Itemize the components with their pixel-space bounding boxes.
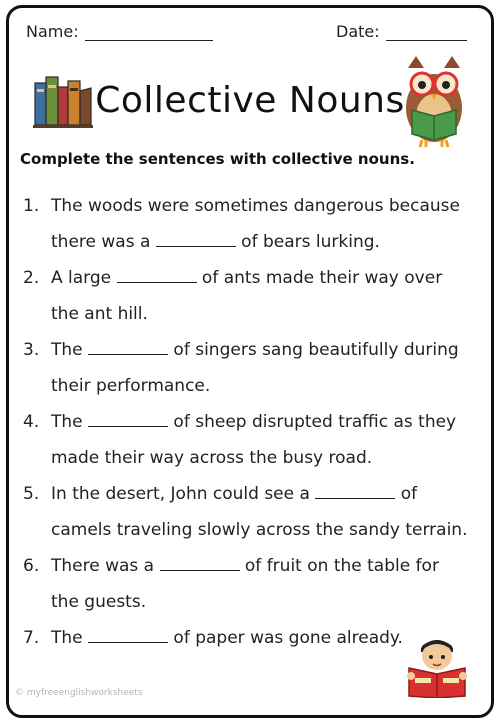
name-label: Name: — [26, 22, 79, 41]
answer-blank[interactable] — [315, 484, 395, 499]
item-number: 6. — [23, 556, 40, 576]
list-item — [23, 262, 483, 334]
sentence-text: The woods were sometimes dangerous because — [51, 196, 460, 216]
sentence-text: the guests. — [51, 592, 147, 612]
sentence-text: their performance. — [51, 376, 211, 396]
answer-blank[interactable] — [160, 556, 240, 571]
sentence-text: the ant hill. — [51, 304, 148, 324]
item-number: 4. — [23, 412, 40, 432]
boy-reading-icon — [403, 630, 471, 698]
list-item — [23, 478, 483, 550]
name-blank-line[interactable] — [85, 26, 213, 41]
answer-blank[interactable] — [88, 340, 168, 355]
list-item — [23, 406, 483, 478]
sentence-text: made their way across the busy road. — [51, 448, 373, 468]
item-number: 3. — [23, 340, 40, 360]
copyright-footer: © myfreeenglishworksheets — [15, 688, 143, 698]
date-field — [336, 22, 467, 41]
sentence-text: The of singers sang beautifully during — [51, 340, 459, 360]
instructions: Complete the sentences with collective nouns. — [20, 150, 415, 168]
answer-blank[interactable] — [88, 412, 168, 427]
sentence-text: There was a of fruit on the table for — [51, 556, 439, 576]
item-number: 7. — [23, 628, 40, 648]
item-number: 5. — [23, 484, 40, 504]
owl-reading-icon — [398, 52, 470, 148]
date-blank-line[interactable] — [386, 26, 467, 41]
answer-blank[interactable] — [88, 628, 168, 643]
answer-blank[interactable] — [156, 232, 236, 247]
sentence-text: In the desert, John could see a of — [51, 484, 418, 504]
answer-blank[interactable] — [117, 268, 197, 283]
item-number: 2. — [23, 268, 40, 288]
sentence-text: there was a of bears lurking. — [51, 232, 380, 252]
page-title: Collective Nouns — [95, 80, 405, 121]
sentence-text: camels traveling slowly across the sandy terrain. — [51, 520, 468, 540]
list-item — [23, 550, 483, 622]
list-item — [23, 190, 483, 262]
item-number: 1. — [23, 196, 40, 216]
sentence-text: The of paper was gone already. — [51, 628, 403, 648]
sentence-list — [23, 190, 483, 658]
name-field — [26, 22, 213, 41]
sentence-text: The of sheep disrupted traffic as they — [51, 412, 457, 432]
sentence-text: A large of ants made their way over — [51, 268, 443, 288]
date-label: Date: — [336, 22, 380, 41]
list-item — [23, 334, 483, 406]
